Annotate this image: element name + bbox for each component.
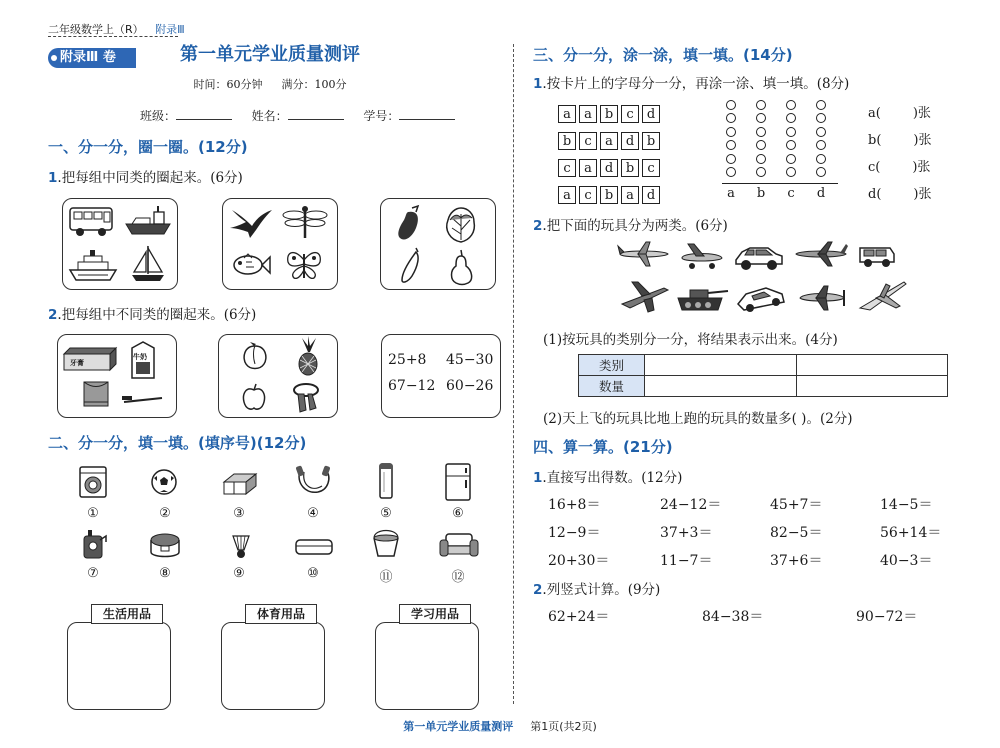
vertical-calc-3: 90−72＝ [856,609,918,625]
soccer-ball-icon [150,468,178,496]
table-header-category: 类别 [579,355,645,376]
toy-glider-icon [856,278,908,314]
odd-box-expressions[interactable] [381,334,501,418]
towel-icon [78,378,114,412]
calc-r2-c4: 56+14＝ [880,525,942,541]
letter-card: a [600,132,618,150]
shuttlecock-icon [230,534,252,560]
item-number-5: ⑤ [380,506,392,521]
color-circle[interactable] [816,127,826,137]
footer-page: 第1页(共2页) [530,720,597,733]
calc-r2-c1: 12−9＝ [548,525,601,541]
color-circle[interactable] [816,154,826,164]
color-circle[interactable] [726,154,736,164]
table-cell-count-1[interactable] [645,376,797,397]
s3-q2-text: .把下面的玩具分为两类。(6分) [542,218,728,234]
section3-sub2: (2)天上飞的玩具比地上跑的玩具的数量多( )。(2分) [543,411,853,427]
water-glass-icon [376,462,396,500]
color-circle[interactable] [786,113,796,123]
color-circle[interactable] [726,127,736,137]
name-label: 姓名： [251,109,288,123]
butterfly-icon [284,248,324,282]
fill-d-letter: d [868,187,877,202]
expr-4: 60−26 [446,378,494,394]
s3-q2-number: 2 [533,218,543,234]
letter-card: a [579,159,597,177]
letter-card: c [642,159,660,177]
swallow-icon [228,206,274,240]
fill-in-c[interactable] [868,156,930,175]
milk-label: 牛奶 [133,353,147,361]
letter-card: c [579,132,597,150]
fish-icon [230,250,272,280]
pear-icon [448,248,474,286]
toy-sports-car-icon [736,282,786,314]
chart-axis-b: b [756,186,766,201]
color-circle[interactable] [726,167,736,177]
table-cell-count-2[interactable] [797,376,948,397]
letter-card: a [621,186,639,204]
color-circle[interactable] [786,167,796,177]
answer-box-sports[interactable] [221,622,325,710]
q2-number: 2 [48,307,58,323]
bus-icon [68,204,116,238]
toy-jet-icon [794,240,848,270]
calc-r1-c3: 45+7＝ [770,497,823,513]
color-circle[interactable] [786,154,796,164]
page-title: 第一单元学业质量测评 [180,44,360,65]
q1-number: 1 [48,170,58,186]
q2-text: .把每组中不同类的圈起来。(6分) [57,307,257,323]
calc-r3-c4: 40−3＝ [880,553,933,569]
table-cell-category-2[interactable] [797,355,948,376]
sofa-icon [438,530,480,560]
color-circle[interactable] [786,127,796,137]
fill-in-b[interactable] [868,129,931,148]
item-number-9: ⑨ [233,566,245,581]
pineapple-icon [294,336,322,376]
item-number-6: ⑥ [452,506,464,521]
appendix-text: 附录Ⅲ [155,23,185,36]
section1-q2 [48,303,256,323]
s4-q2-number: 2 [533,582,543,598]
letter-card: d [642,186,660,204]
color-circle[interactable] [726,113,736,123]
id-label: 学号： [363,109,400,123]
answer-box-study[interactable] [375,622,479,710]
toy-cargo-plane-icon [676,240,726,272]
toy-tank-icon [674,282,730,312]
letter-card: d [621,132,639,150]
fill-c-open: ( [875,160,881,175]
s4-q1-text: .直接写出得数。(12分) [542,470,683,486]
color-circle[interactable] [756,167,766,177]
rice-cooker-icon [148,530,182,560]
peach-icon [240,340,270,372]
letter-card: d [642,105,660,123]
footer-title: 第一单元学业质量测评 [403,720,514,733]
toy-propeller-plane-icon [796,282,848,312]
letter-card: a [558,105,576,123]
letter-card: c [621,105,639,123]
fill-a-close: )张 [912,106,931,121]
s4-q2-text: .列竖式计算。(9分) [542,582,661,598]
calc-r2-c2: 37+3＝ [660,525,713,541]
color-circle[interactable] [816,140,826,150]
section1-title: 一、分一分，圈一圈。(12分) [48,138,248,156]
section4-q1 [533,466,682,486]
class-label: 班级： [140,109,177,123]
refrigerator-icon [444,462,472,502]
column-divider [513,44,514,704]
section4-title: 四、算一算。(21分) [533,438,673,456]
item-number-1: ① [87,506,99,521]
cabbage-icon [442,204,480,244]
fill-in-a[interactable] [868,102,931,121]
pencil-case-icon [294,536,334,558]
fill-c-letter: c [868,160,876,175]
calc-r1-c4: 14−5＝ [880,497,933,513]
answer-label-daily: 生活用品 [91,604,163,624]
item-number-3: ③ [233,506,245,521]
chart-axis-c: c [787,186,795,201]
table-row-category [579,355,948,376]
fill-b-open: ( [876,133,882,148]
tanker-ship-icon [124,204,172,238]
steamship-icon [68,248,118,284]
letter-card: c [558,159,576,177]
item-number-12: ⑫ [451,570,465,585]
toy-car-icon [734,242,784,272]
table-header-count: 数量 [579,376,645,397]
exam-meta [150,76,390,92]
name-field[interactable] [288,107,344,120]
item-number-7: ⑦ [87,566,99,581]
vertical-calc-1: 62+24＝ [548,609,610,625]
chart-axis-a: a [727,186,735,201]
vertical-calc-2: 84−38＝ [702,609,764,625]
calc-r1-c1: 16+8＝ [548,497,601,513]
fill-b-close: )张 [913,133,932,148]
calc-r3-c2: 11−7＝ [660,553,713,569]
letter-card: b [621,159,639,177]
answer-label-sports: 体育用品 [245,604,317,624]
letter-card: a [579,105,597,123]
s4-q1-number: 1 [533,470,543,486]
color-circle[interactable] [756,127,766,137]
calc-r3-c1: 20+30＝ [548,553,610,569]
scarf-icon [290,380,322,414]
color-circle[interactable] [756,154,766,164]
fill-a-open: ( [875,106,881,121]
calc-r1-c2: 24−12＝ [660,497,722,513]
expr-2: 45−30 [446,352,494,368]
dragonfly-icon [282,204,328,240]
item-number-11: ⑪ [379,570,393,585]
section3-q2 [533,214,728,234]
toy-classification-table[interactable] [578,354,948,397]
section4-q2 [533,578,660,598]
letter-card: b [600,105,618,123]
answer-box-daily[interactable] [67,622,171,710]
section2-title: 二、分一分，填一填。(填序号)(12分) [48,434,307,452]
letter-card: a [558,186,576,204]
letter-card: d [600,159,618,177]
fill-in-d[interactable] [868,183,931,202]
chart-axis-d: d [816,186,826,201]
table-row-count [579,376,948,397]
grade-label [48,21,185,37]
s3-q1-number: 1 [533,76,543,92]
washing-machine-icon [78,465,108,499]
appendix-badge: 附录Ⅲ 卷 [48,48,136,68]
page-footer [0,718,1000,734]
toy-van-icon [856,240,898,270]
letter-card: b [558,132,576,150]
toy-airliner-icon [616,240,672,270]
calc-r2-c3: 82−5＝ [770,525,823,541]
table-cell-category-1[interactable] [645,355,797,376]
item-number-8: ⑧ [159,566,171,581]
expr-3: 67−12 [388,378,436,394]
s3-q1-text: .按卡片上的字母分一分，再涂一涂、填一填。(8分) [542,76,850,92]
toothpaste-label: 牙膏 [70,359,84,367]
item-number-4: ④ [307,506,319,521]
apple-icon [240,382,268,412]
fill-a-letter: a [868,106,876,121]
calc-r3-c3: 37+6＝ [770,553,823,569]
color-circle[interactable] [726,140,736,150]
chart-baseline [722,183,838,184]
color-circle[interactable] [756,100,766,110]
header-rule [48,36,178,37]
fill-d-open: ( [876,187,882,202]
toothbrush-icon [120,392,164,406]
expr-1: 25+8 [388,352,427,368]
jump-rope-icon [294,464,334,498]
class-field[interactable] [176,107,232,120]
loofah-icon [398,246,424,286]
color-circle[interactable] [756,113,766,123]
letter-card: c [579,186,597,204]
color-circle[interactable] [816,113,826,123]
toy-fighter-jet-icon [620,280,670,314]
color-circle[interactable] [816,167,826,177]
grade-text: 二年级数学上（R） [48,23,144,36]
section3-sub1: (1)按玩具的类别分一分，将结果表示出来。(4分) [543,332,838,348]
color-circle[interactable] [756,140,766,150]
sailboat-icon [130,244,166,284]
fill-c-close: )张 [912,160,931,175]
color-circle[interactable] [726,100,736,110]
letter-card: b [642,132,660,150]
section3-title: 三、分一分，涂一涂，填一填。(14分) [533,46,793,64]
section3-q1 [533,72,849,92]
fill-d-close: )张 [913,187,932,202]
letter-card: b [600,186,618,204]
q1-text: .把每组中同类的圈起来。(6分) [57,170,243,186]
eraser-icon [222,472,258,496]
color-circle[interactable] [786,140,796,150]
pencil-sharpener-icon [78,528,108,562]
color-circle[interactable] [786,100,796,110]
item-number-2: ② [159,506,171,521]
eggplant-icon [394,204,426,244]
fill-b-letter: b [868,133,877,148]
time-text: 时间：60分钟 [193,78,263,91]
bucket-icon [370,528,402,560]
score-text: 满分：100分 [281,78,347,91]
id-field[interactable] [399,107,455,120]
color-circle[interactable] [816,100,826,110]
student-info [140,107,455,124]
item-number-10: ⑩ [307,566,319,581]
answer-label-study: 学习用品 [399,604,471,624]
section1-q1 [48,166,243,186]
